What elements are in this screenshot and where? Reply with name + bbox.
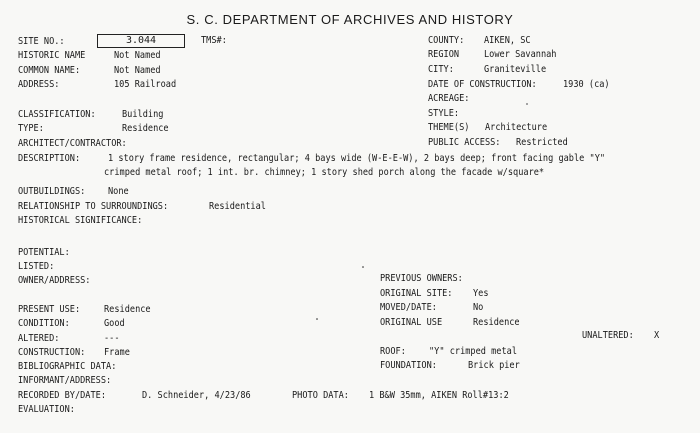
page-title: S. C. DEPARTMENT OF ARCHIVES AND HISTORY — [186, 12, 514, 27]
condition-label: CONDITION: — [18, 318, 70, 329]
address-value: 105 Railroad — [114, 79, 177, 90]
informant-label: INFORMANT/ADDRESS: — [18, 375, 112, 386]
potential-label: POTENTIAL: — [18, 247, 70, 258]
unaltered-value: X — [654, 330, 660, 341]
site-no-label: SITE NO.: — [18, 36, 65, 47]
owner-label: OWNER/ADDRESS: — [18, 275, 91, 286]
previous-owners-label: PREVIOUS OWNERS: — [380, 273, 463, 284]
present-use-label: PRESENT USE: — [18, 304, 81, 315]
listed-label: LISTED: — [18, 261, 55, 272]
city-label: CITY: — [428, 64, 454, 75]
original-site-value: Yes — [473, 288, 489, 299]
description-line-2: crimped metal roof; 1 int. br. chimney; 1 story shed porch along the facade w/square* — [104, 167, 545, 178]
photo-data-value: 1 B&W 35mm, AIKEN Roll#13:2 — [369, 390, 509, 401]
altered-value: --- — [104, 333, 120, 344]
type-label: TYPE: — [18, 123, 44, 134]
altered-label: ALTERED: — [18, 333, 60, 344]
theme-label: THEME(S) — [428, 122, 470, 133]
common-name-value: Not Named — [114, 65, 161, 76]
original-site-label: ORIGINAL SITE: — [380, 288, 453, 299]
public-access-label: PUBLIC ACCESS: — [428, 137, 501, 148]
moved-date-value: No — [473, 302, 484, 313]
outbuildings-label: OUTBUILDINGS: — [18, 186, 86, 197]
outbuildings-value: None — [108, 186, 129, 197]
classification-value: Building — [122, 109, 164, 120]
date-of-construction-value: 1930 (ca) — [563, 79, 610, 90]
unaltered-label: UNALTERED: — [582, 330, 634, 341]
classification-label: CLASSIFICATION: — [18, 109, 96, 120]
region-value: Lower Savannah — [484, 49, 557, 60]
historical-significance-label: HISTORICAL SIGNIFICANCE: — [18, 215, 143, 226]
bibliographic-label: BIBLIOGRAPHIC DATA: — [18, 361, 117, 372]
public-access-value: Restricted — [516, 137, 568, 148]
recorded-label: RECORDED BY/DATE: — [18, 390, 107, 401]
photo-data-label: PHOTO DATA: — [292, 390, 349, 401]
historic-name-label: HISTORIC NAME — [18, 50, 86, 61]
roof-value: "Y" crimped metal — [429, 346, 518, 357]
condition-value: Good — [104, 318, 125, 329]
theme-value: Architecture — [485, 122, 548, 133]
description-label: DESCRIPTION: — [18, 153, 81, 164]
city-value: Graniteville — [484, 64, 547, 75]
description-line-1: 1 story frame residence, rectangular; 4 bays wide (W-E-E-W), 2 bays deep; front facing gable "Y" — [108, 153, 606, 164]
acreage-label: ACREAGE: — [428, 93, 470, 104]
construction-value: Frame — [104, 347, 130, 358]
historic-name-value: Not Named — [114, 50, 161, 61]
style-label: STYLE: — [428, 108, 460, 119]
site-no-value: 3.044 — [125, 35, 157, 46]
original-use-label: ORIGINAL USE — [380, 317, 443, 328]
region-label: REGION — [428, 49, 460, 60]
type-value: Residence — [122, 123, 169, 134]
construction-label: CONSTRUCTION: — [18, 347, 86, 358]
county-value: AIKEN, SC — [484, 35, 531, 46]
present-use-value: Residence — [104, 304, 151, 315]
foundation-label: FOUNDATION: — [380, 360, 437, 371]
scan-speck — [316, 318, 318, 320]
scan-speck — [526, 103, 528, 105]
address-label: ADDRESS: — [18, 79, 60, 90]
relationship-value: Residential — [209, 201, 266, 212]
recorded-value: D. Schneider, 4/23/86 — [142, 390, 251, 401]
moved-date-label: MOVED/DATE: — [380, 302, 437, 313]
common-name-label: COMMON NAME: — [18, 65, 81, 76]
architect-label: ARCHITECT/CONTRACTOR: — [18, 138, 127, 149]
relationship-label: RELATIONSHIP TO SURROUNDINGS: — [18, 201, 169, 212]
county-label: COUNTY: — [428, 35, 465, 46]
site-no-box — [97, 34, 185, 48]
date-of-construction-label: DATE OF CONSTRUCTION: — [428, 79, 537, 90]
scan-speck — [362, 266, 364, 268]
roof-label: ROOF: — [380, 346, 406, 357]
tms-label: TMS#: — [201, 35, 227, 46]
evaluation-label: EVALUATION: — [18, 404, 75, 415]
original-use-value: Residence — [473, 317, 520, 328]
foundation-value: Brick pier — [468, 360, 520, 371]
